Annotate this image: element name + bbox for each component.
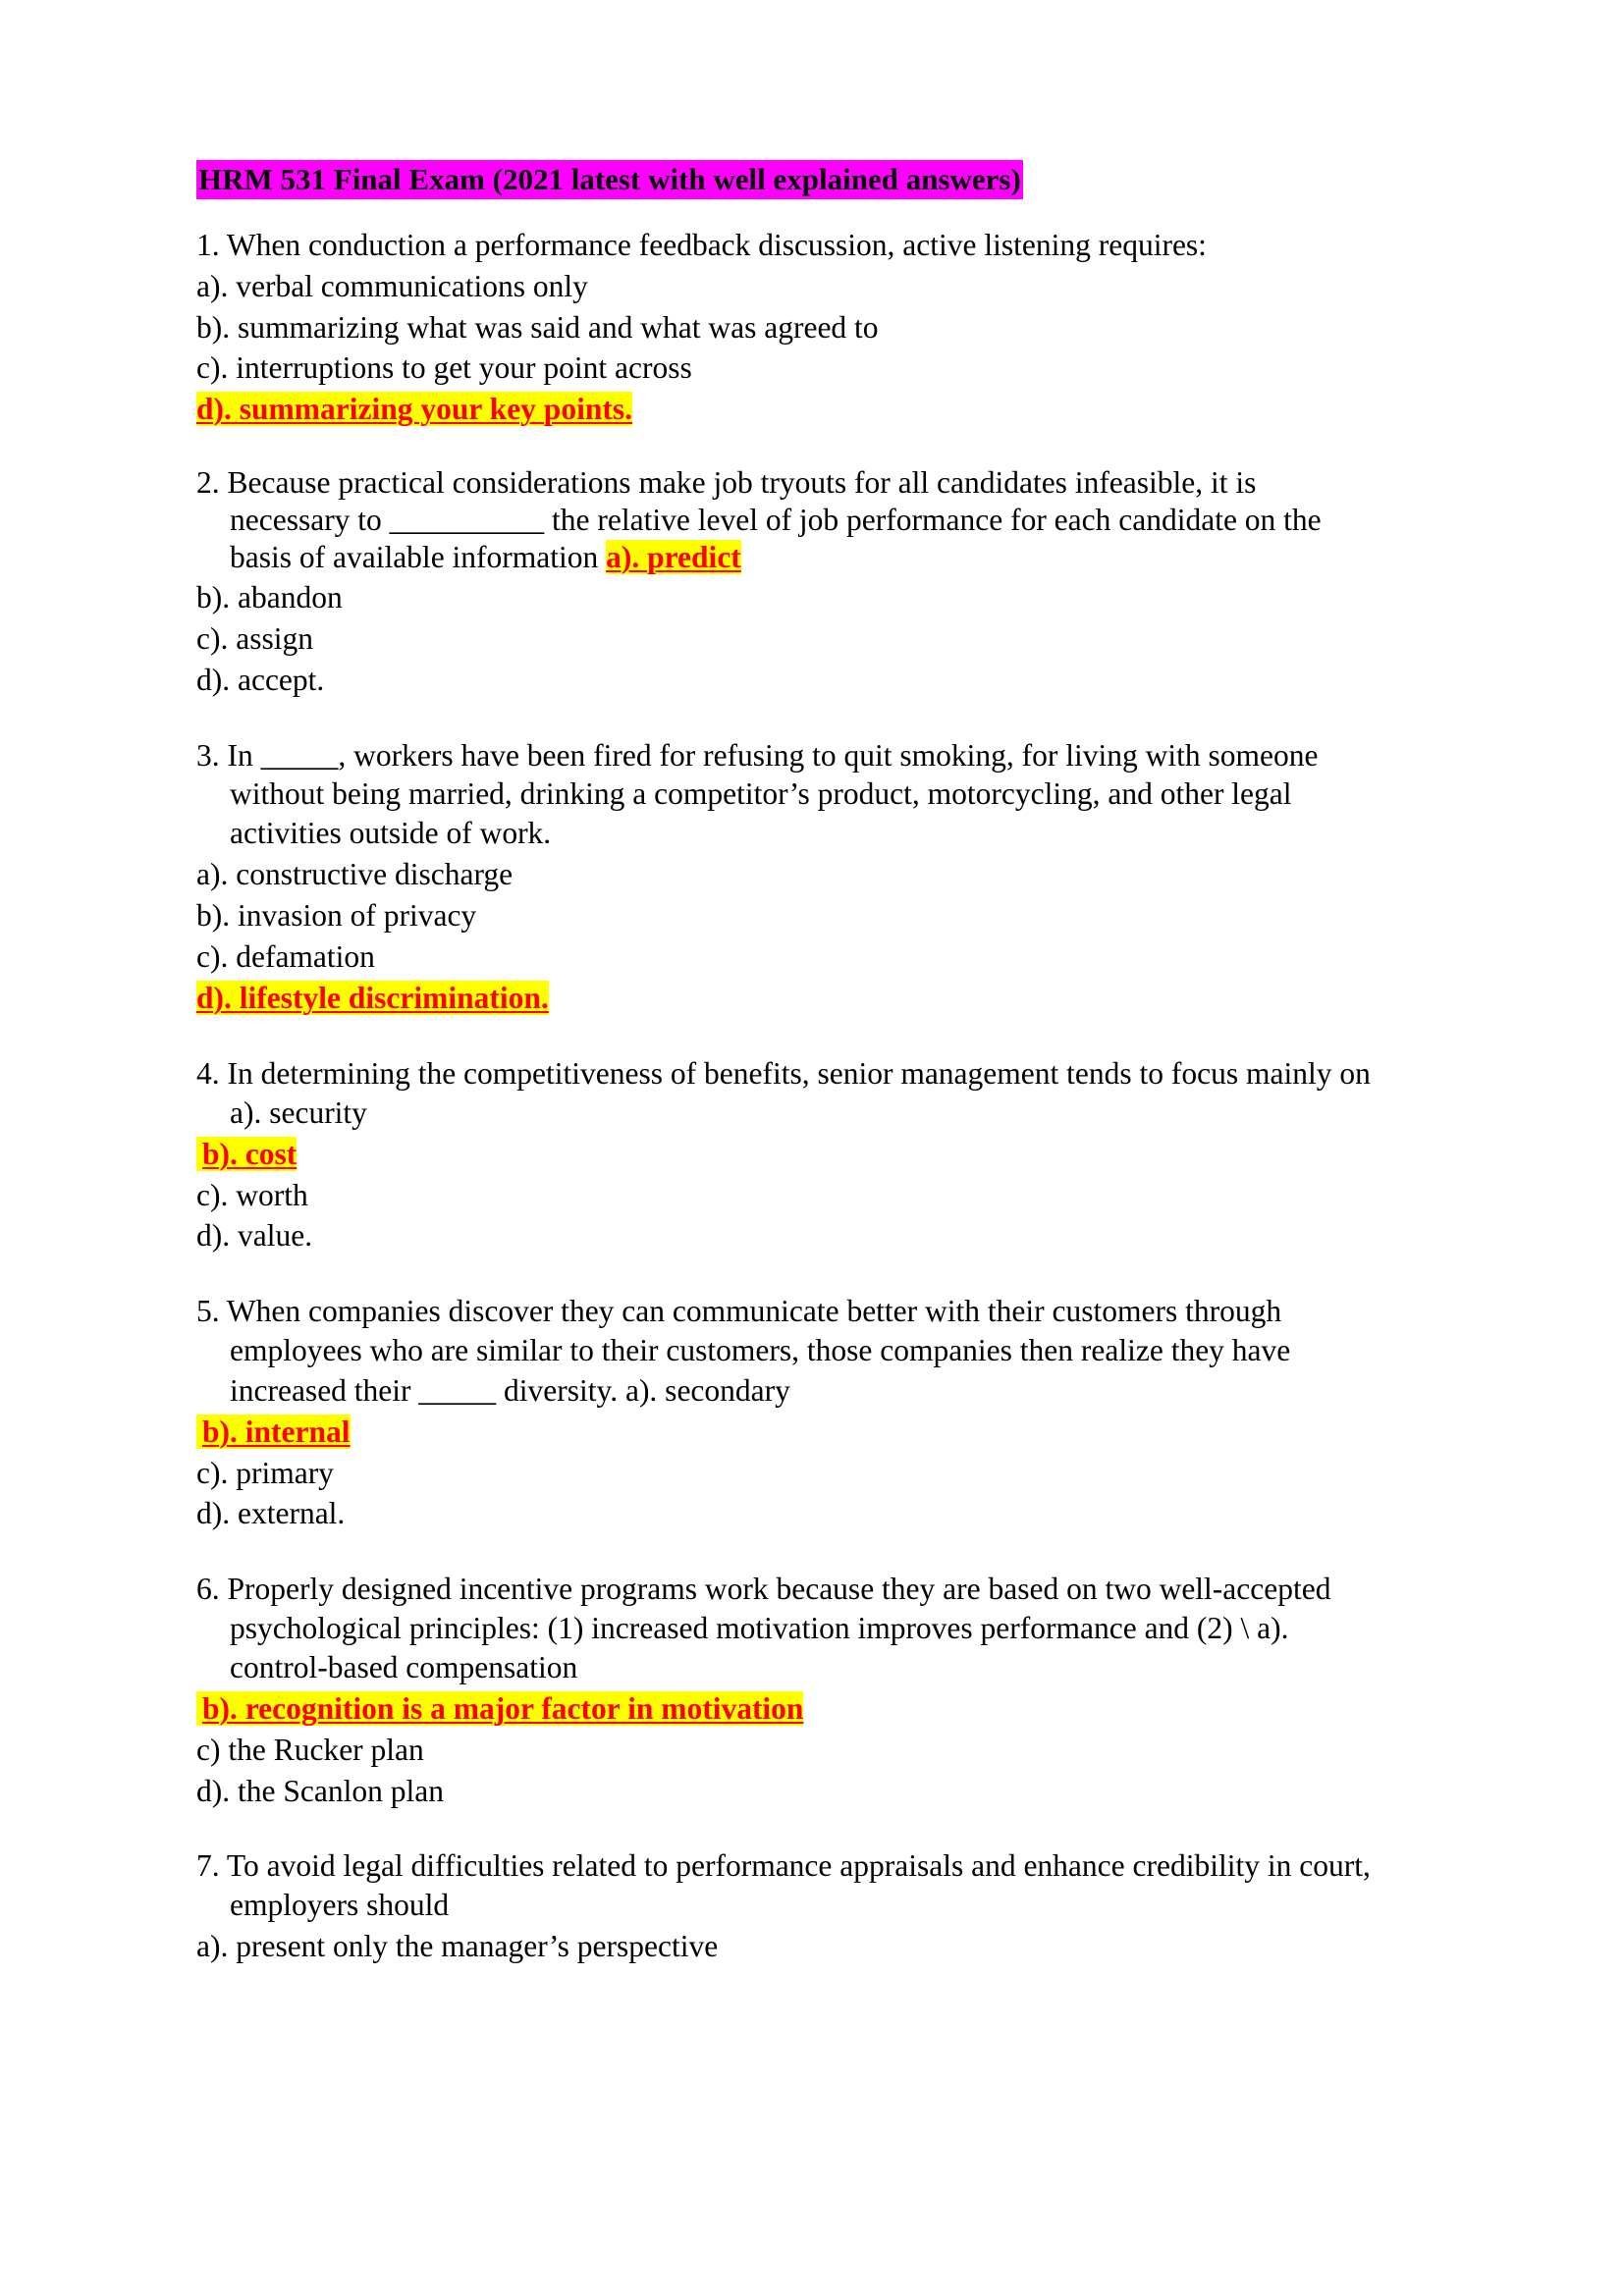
q2-option-c: c). assign	[196, 621, 313, 656]
q5-answer-line	[196, 1413, 351, 1452]
q4-option-a: a). security	[230, 1095, 367, 1130]
q2-stem-text: basis of available information	[230, 540, 607, 574]
q1-option-a: a). verbal communications only	[196, 269, 588, 303]
exam-title: HRM 531 Final Exam (2021 latest with well explained answers)	[196, 160, 1023, 199]
q1-answer: d). summarizing your key points.	[196, 392, 632, 426]
q5-option-c: c). primary	[196, 1456, 334, 1490]
q6-stem-line-1: 6. Properly designed incentive programs work because they are based on two well-accepted	[196, 1572, 1331, 1606]
q5-stem-line-1: 5. When companies discover they can communicate better with their customers through	[196, 1294, 1282, 1328]
q5-stem-line-3: increased their _____ diversity. a). secondary	[230, 1373, 790, 1408]
q3-stem-line-2: without being married, drinking a competitor’s product, motorcycling, and other legal	[230, 776, 1292, 811]
q3-answer: d). lifestyle discrimination.	[196, 981, 549, 1015]
q1-stem: 1. When conduction a performance feedback discussion, active listening requires:	[196, 228, 1207, 262]
q3-stem-line-3: activities outside of work.	[230, 816, 552, 850]
q6-stem-line-3: control-based compensation	[230, 1650, 578, 1684]
q6-stem-line-2: psychological principles: (1) increased motivation improves performance and (2) \ a).	[230, 1611, 1289, 1645]
q4-answer: b). cost	[196, 1137, 297, 1171]
q7-stem-line-1: 7. To avoid legal difficulties related to performance appraisals and enhance credibility in court,	[196, 1848, 1371, 1883]
q1-answer-line	[196, 390, 632, 429]
q6-option-c: c) the Rucker plan	[196, 1733, 424, 1767]
q4-option-d: d). value.	[196, 1218, 313, 1253]
q6-answer: b). recognition is a major factor in motivation	[196, 1691, 803, 1726]
q5-option-d: d). external.	[196, 1496, 346, 1530]
q2-option-b: b). abandon	[196, 580, 343, 614]
q3-option-b: b). invasion of privacy	[196, 898, 477, 933]
q3-option-c: c). defamation	[196, 939, 375, 974]
q2-stem-line-3	[230, 538, 741, 577]
q4-answer-line	[196, 1135, 297, 1174]
q5-answer: b). internal	[196, 1415, 351, 1449]
q3-option-a: a). constructive discharge	[196, 857, 514, 891]
q2-option-d: d). accept.	[196, 663, 325, 697]
q3-answer-line	[196, 979, 549, 1018]
q1-option-c: c). interruptions to get your point across	[196, 350, 692, 385]
q4-option-c: c). worth	[196, 1178, 308, 1212]
q2-stem-line-1: 2. Because practical considerations make job tryouts for all candidates infeasible, it is	[196, 465, 1257, 500]
q4-stem-line-1: 4. In determining the competitiveness of benefits, senior management tends to focus mainly on	[196, 1056, 1371, 1091]
q7-stem-line-2: employers should	[230, 1888, 450, 1922]
q1-option-b: b). summarizing what was said and what was agreed to	[196, 310, 879, 345]
q2-answer: a). predict	[606, 540, 741, 574]
q3-stem-line-1: 3. In _____, workers have been fired for refusing to quit smoking, for living with someone	[196, 738, 1319, 773]
q6-option-d: d). the Scanlon plan	[196, 1774, 444, 1808]
q6-answer-line	[196, 1689, 803, 1729]
q7-option-a: a). present only the manager’s perspective	[196, 1929, 719, 1963]
q2-stem-line-2: necessary to __________ the relative level of job performance for each candidate on the	[230, 503, 1322, 537]
q5-stem-line-2: employees who are similar to their customers, those companies then realize they have	[230, 1333, 1291, 1367]
